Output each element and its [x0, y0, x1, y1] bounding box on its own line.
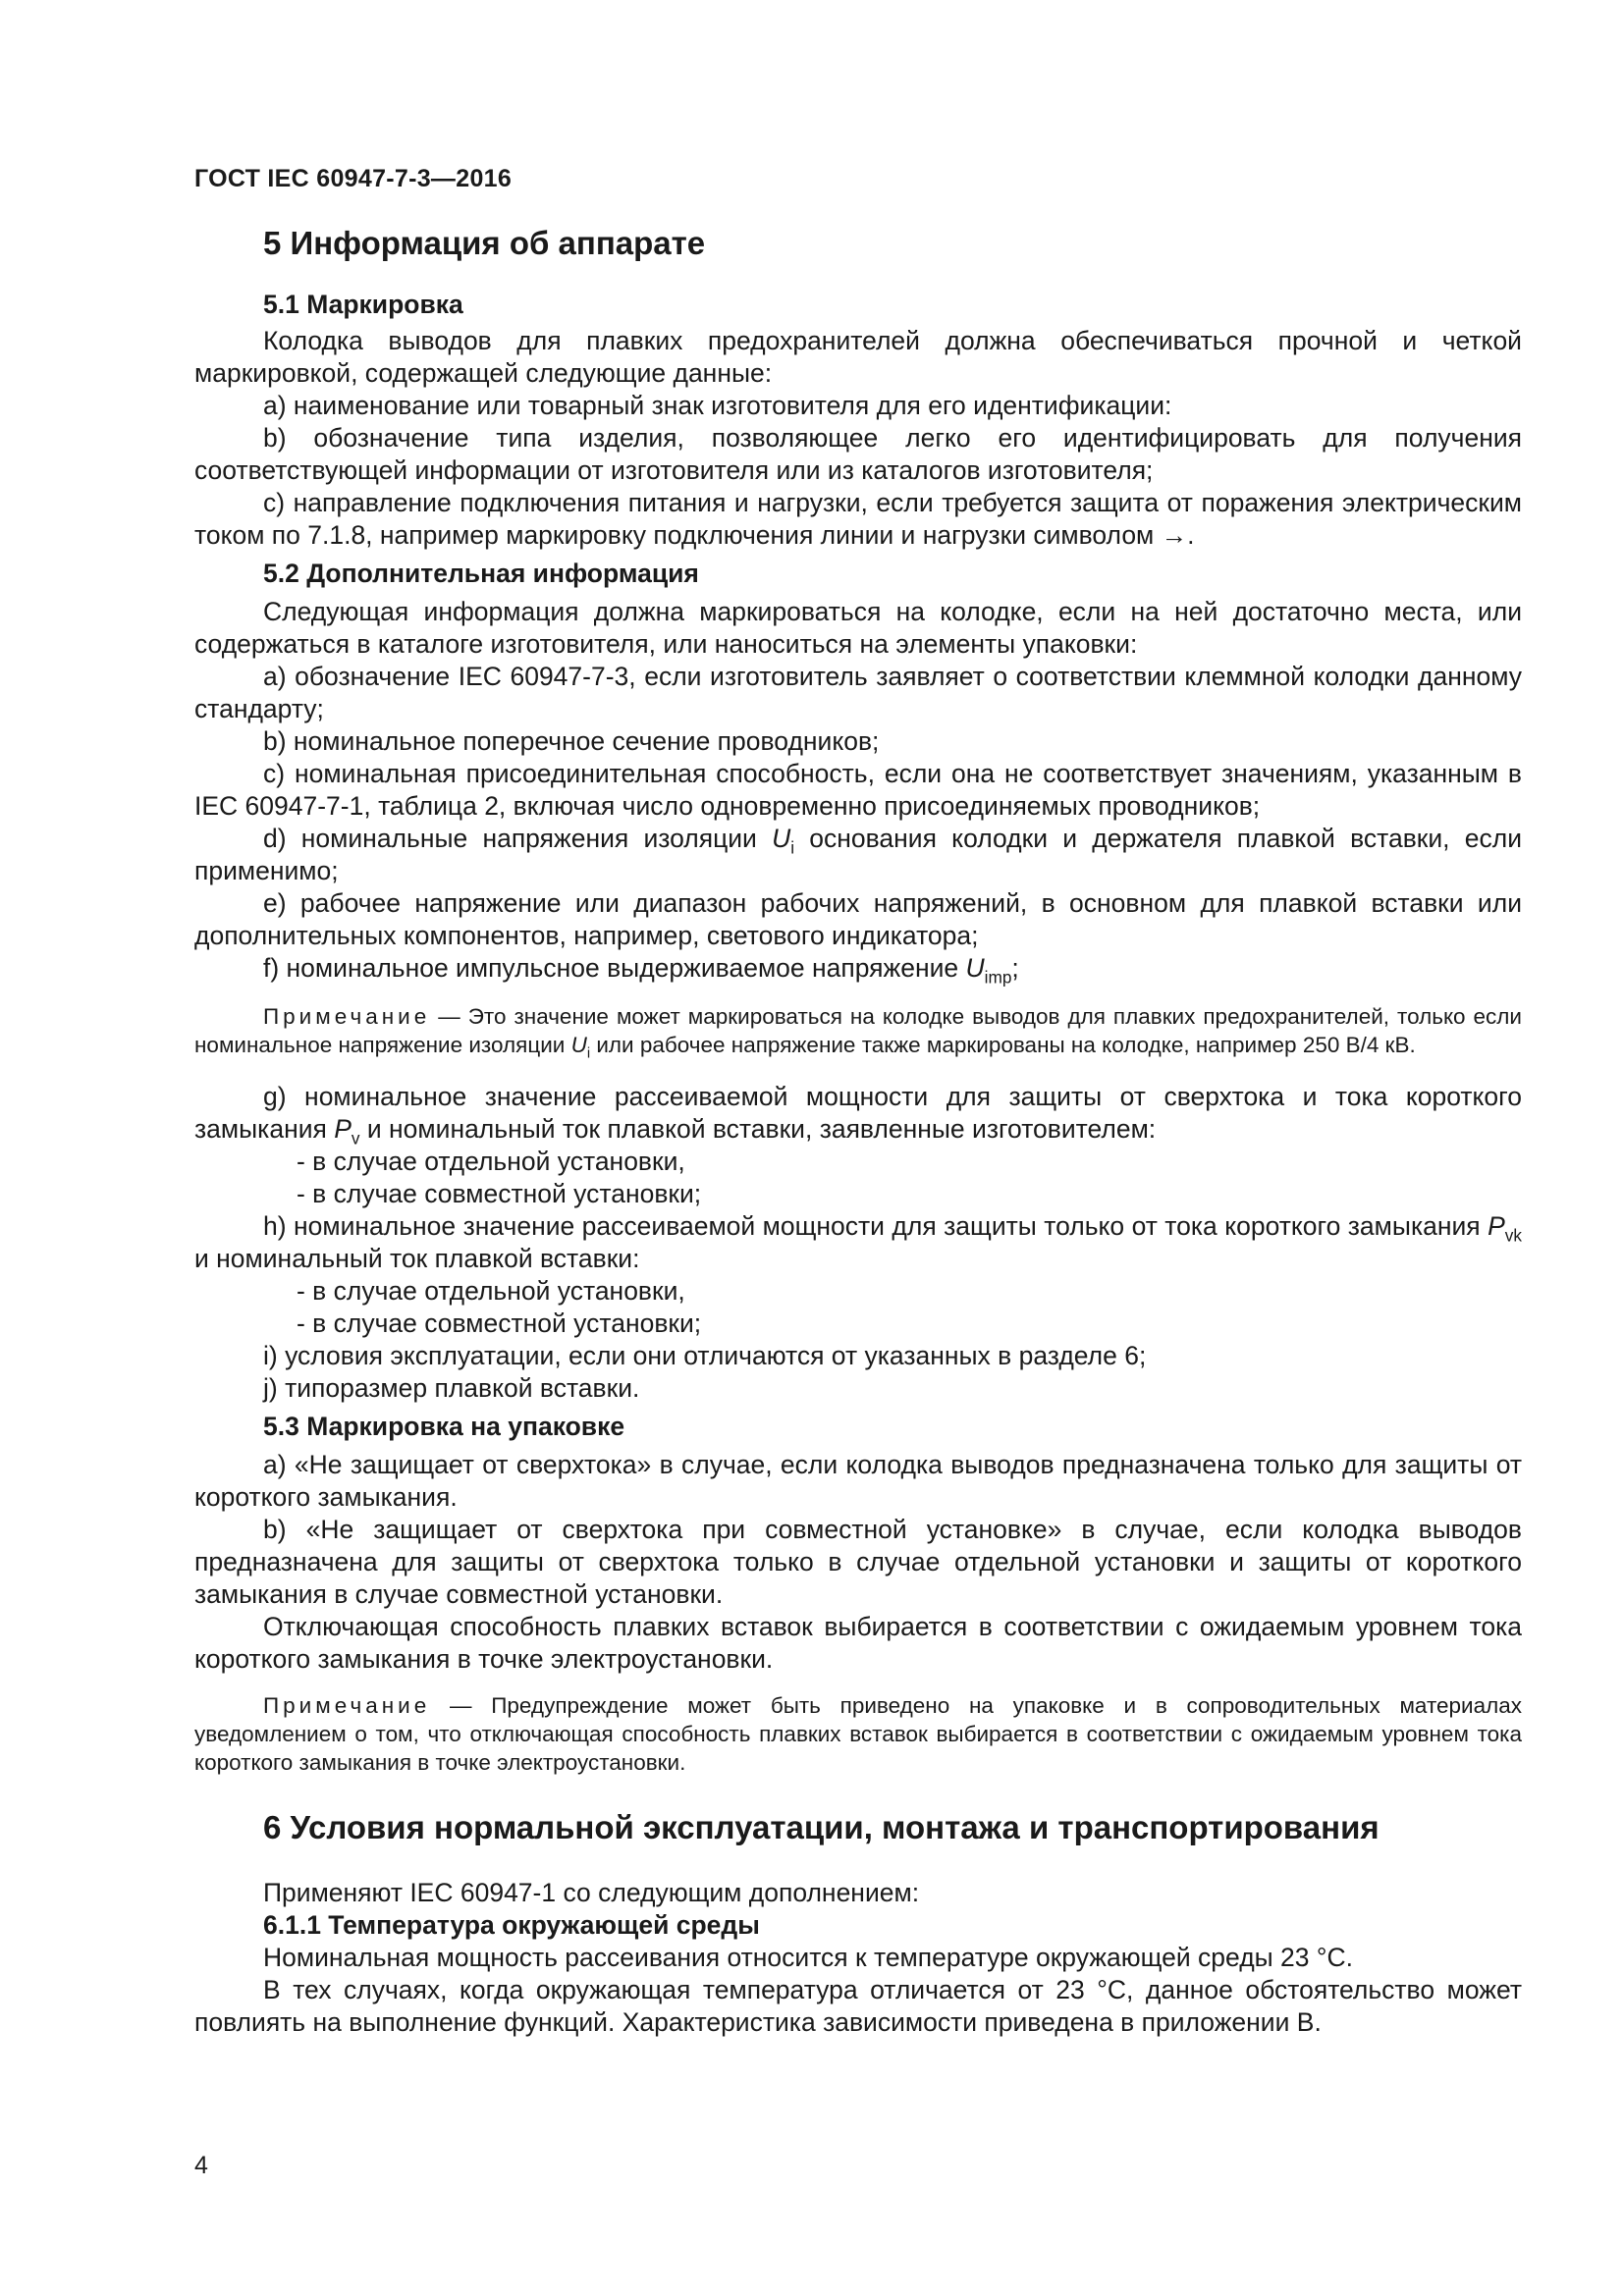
section-5-2-item-j: j) типоразмер плавкой вставки.	[263, 1373, 640, 1403]
symbol-u: U	[772, 824, 791, 853]
symbol-u: U	[570, 1033, 587, 1057]
item-f-pre: f) номинальное импульсное выдерживаемое напряжение	[263, 953, 966, 983]
section-6-1-1-p2: В тех случаях, когда окружающая температура отличается от 23 °С, данное обстоятельство может повлиять на выполнение функций. Характеристика зависимости приведена в приложении В.	[194, 1975, 1522, 2037]
section-5-2-item-h	[194, 1210, 1522, 1275]
note-label: Примечание	[263, 1693, 431, 1718]
section-5-1-item-c: c) направление подключения питания и нагрузки, если требуется защита от поражения электрическим током по 7.1.8, например маркировку подключения линии и нагрузки символом →.	[194, 488, 1522, 550]
item-h-post: и номинальный ток плавкой вставки:	[194, 1244, 640, 1273]
section-5-2-item-g	[194, 1081, 1522, 1146]
item-g-post: и номинальный ток плавкой вставки, заявленные изготовителем:	[359, 1114, 1157, 1144]
note-2	[194, 1691, 1522, 1777]
section-5-3-item-b: b) «Не защищает от сверхтока при совместной установке» в случае, если колодка выводов предназначена для защиты от сверхтока только в случае отдельной установки и защиты от короткого замыкания в случае совместной установки.	[194, 1515, 1522, 1609]
section-5-2-item-b: b) номинальное поперечное сечение проводников;	[263, 726, 880, 756]
document-id: ГОСТ IEC 60947-7-3—2016	[194, 165, 513, 192]
section-5-title: 5 Информация об аппарате	[263, 225, 706, 261]
item-f-post: ;	[1011, 953, 1019, 983]
symbol-sub: i	[790, 837, 795, 858]
section-5-2-item-i: i) условия эксплуатации, если они отличаются от указанных в разделе 6;	[263, 1341, 1147, 1370]
section-5-2-item-h-2: - в случае совместной установки;	[297, 1308, 702, 1338]
section-5-1-title: 5.1 Маркировка	[263, 290, 463, 319]
section-5-2-item-d	[194, 823, 1522, 887]
note-2-text: — Предупреждение может быть приведено на упаковке и в сопроводительных материалах уведомлением о том, что отключающая способность плавких вставок выбирается в соответствии с ожидаемым уровнем тока короткого замыкания в точке электроустановки.	[194, 1693, 1522, 1775]
note-1-post: или рабочее напряжение также маркированы на колодке, например 250 В/4 кВ.	[590, 1033, 1416, 1057]
section-5-2-item-e: e) рабочее напряжение или диапазон рабочих напряжений, в основном для плавкой вставки или дополнительных компонентов, например, светового индикатора;	[194, 888, 1522, 950]
section-6-1-1-p1: Номинальная мощность рассеивания относится к температуре окружающей среды 23 °С.	[263, 1943, 1353, 1972]
symbol-sub: imp	[984, 967, 1012, 988]
section-5-1-item-a: а) наименование или товарный знак изготовителя для его идентификации:	[263, 391, 1172, 420]
item-d-post: основания колодки и держателя плавкой вставки, если применимо;	[194, 824, 1523, 885]
section-5-2-intro: Следующая информация должна маркироваться на колодке, если на ней достаточно места, или содержаться в каталоге изготовителя, или наноситься на элементы упаковки:	[194, 597, 1522, 659]
symbol-p: P	[1488, 1211, 1505, 1241]
section-5-2-item-c: c) номинальная присоединительная способность, если она не соответствует значениям, указанным в IEC 60947-7-1, таблица 2, включая число одновременно присоединяемых проводников;	[194, 759, 1522, 821]
note-label: Примечание	[263, 1004, 431, 1029]
item-h-pre: h) номинальное значение рассеиваемой мощности для защиты только от тока короткого замыкания	[263, 1211, 1488, 1241]
item-d-pre: d) номинальные напряжения изоляции	[263, 824, 773, 853]
note-1	[194, 1002, 1522, 1062]
section-5-3-title: 5.3 Маркировка на упаковке	[263, 1412, 625, 1441]
page-number: 4	[194, 2152, 208, 2179]
section-5-2-item-h-1: - в случае отдельной установки,	[297, 1276, 685, 1306]
section-6-title: 6 Условия нормальной эксплуатации, монтажа и транспортирования	[263, 1809, 1380, 1845]
symbol-u: U	[965, 953, 985, 983]
section-5-1-item-b: b) обозначение типа изделия, позволяющее легко его идентифицировать для получения соответствующей информации от изготовителя или из каталогов изготовителя;	[194, 423, 1522, 485]
page-content	[194, 224, 1522, 2039]
section-5-2-item-g-2: - в случае совместной установки;	[297, 1179, 702, 1208]
section-6-intro: Применяют IEC 60947-1 со следующим дополнением:	[263, 1878, 920, 1907]
symbol-sub: i	[586, 1045, 591, 1062]
section-6-1-1-title: 6.1.1 Температура окружающей среды	[263, 1910, 760, 1940]
section-5-3-paragraph: Отключающая способность плавких вставок выбирается в соответствии с ожидаемым уровнем тока короткого замыкания в точке электроустановки.	[194, 1612, 1522, 1674]
section-5-2-item-g-1: - в случае отдельной установки,	[297, 1147, 685, 1176]
section-5-2-title: 5.2 Дополнительная информация	[263, 559, 699, 588]
symbol-sub: vk	[1504, 1225, 1522, 1246]
section-5-1-intro: Колодка выводов для плавких предохранителей должна обеспечиваться прочной и четкой маркировкой, содержащей следующие данные:	[194, 326, 1522, 388]
section-5-3-item-a: а) «Не защищает от сверхтока» в случае, если колодка выводов предназначена только для защиты от короткого замыкания.	[194, 1450, 1522, 1512]
note-1-pre: — Это значение может маркироваться на колодке выводов для плавких предохранителей, только если номинальное напряжение изоляции	[194, 1004, 1522, 1057]
section-5-2-item-a: а) обозначение IEC 60947-7-3, если изготовитель заявляет о соответствии клеммной колодки данному стандарту;	[194, 662, 1522, 723]
item-g-pre: g) номинальное значение рассеиваемой мощности для защиты от сверхтока и тока короткого замыкания	[194, 1082, 1522, 1144]
section-5-2-item-f	[194, 952, 1522, 988]
symbol-p: P	[334, 1114, 352, 1144]
symbol-sub: v	[351, 1128, 360, 1148]
